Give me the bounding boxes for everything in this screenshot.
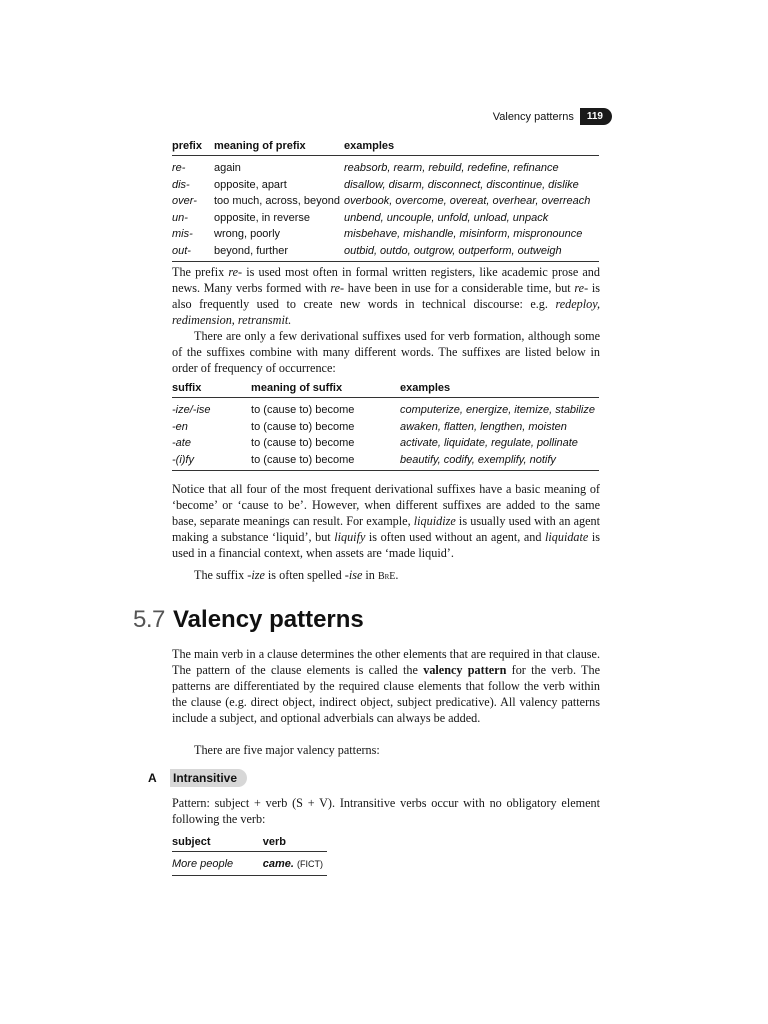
section-heading bbox=[133, 606, 364, 634]
prefix-cell: over- bbox=[172, 195, 197, 207]
text-run: is used in a financial context, when assets are ‘made liquid’. bbox=[172, 530, 600, 560]
suffix-cell: -(i)fy bbox=[172, 452, 251, 471]
paragraph-prefix-re bbox=[172, 264, 600, 328]
subsection-letter: A bbox=[148, 771, 157, 785]
table-row bbox=[172, 435, 599, 452]
examples-cell: reabsorb, rearm, rebuild, redefine, refinance bbox=[343, 162, 559, 174]
column-header: verb bbox=[263, 836, 327, 852]
suffix-cell: -ize/-ise bbox=[172, 404, 211, 416]
examples-cell: computerize, energize, itemize, stabilize bbox=[399, 404, 595, 416]
text-run: The prefix bbox=[172, 265, 229, 279]
table-row bbox=[172, 452, 599, 471]
text-run-italic: redeploy, redimension, retransmit. bbox=[172, 297, 600, 327]
meaning-cell: to (cause to) become bbox=[251, 420, 355, 433]
table-row bbox=[172, 210, 599, 227]
prefix-table bbox=[172, 140, 599, 262]
text-run-bold: valency pattern bbox=[423, 663, 507, 677]
examples-cell: misbehave, mishandle, misinform, mispronounce bbox=[343, 228, 583, 240]
running-head bbox=[493, 108, 612, 125]
verb-cell bbox=[263, 852, 327, 876]
examples-cell: beautify, codify, exemplify, notify bbox=[400, 452, 599, 471]
running-head-title: Valency patterns bbox=[492, 110, 574, 123]
text-run-italic: liquidize bbox=[413, 514, 456, 528]
examples-cell: unbend, uncouple, unfold, unload, unpack bbox=[343, 211, 549, 224]
column-header: meaning of prefix bbox=[214, 140, 344, 156]
paragraph-spelling-note bbox=[172, 567, 600, 585]
paragraph-valency-definition bbox=[172, 646, 600, 726]
text-run-italic: -ise bbox=[344, 568, 363, 582]
text-run: The main verb in a clause determines the other elements that are required in that clause. The pattern of the clause elements is called the bbox=[172, 647, 600, 677]
pattern-table bbox=[172, 836, 327, 876]
subsection-heading bbox=[148, 769, 247, 787]
suffix-table bbox=[172, 382, 599, 471]
text-run-italic: liquidate bbox=[544, 530, 589, 544]
text-run: for the verb. The patterns are differentiated by the required clause elements that follow the verb within the clause (e.g. direct object, indirect object, subject predicative). All valency patterns include a subject, and optional adverbials can always be added. bbox=[172, 663, 601, 725]
suffix-table-header bbox=[172, 382, 599, 398]
prefix-cell: dis- bbox=[172, 178, 190, 191]
table-row bbox=[172, 193, 599, 210]
text-run: The suffix bbox=[194, 568, 248, 582]
section-number: 5.7 bbox=[133, 606, 165, 633]
paragraph-five-patterns: There are five major valency patterns: bbox=[194, 743, 380, 757]
prefix-table-header bbox=[172, 140, 599, 156]
prefix-cell: un- bbox=[172, 211, 188, 224]
table-row bbox=[172, 226, 599, 243]
text-run: is often used without an agent, and bbox=[365, 530, 545, 544]
meaning-cell: to (cause to) become bbox=[251, 437, 355, 449]
meaning-cell: to (cause to) become bbox=[251, 452, 400, 471]
text-run: have been in use for a considerable time, but bbox=[344, 281, 575, 295]
suffix-cell: -en bbox=[172, 420, 188, 433]
text-run-italic: liquify bbox=[334, 530, 366, 544]
suffix-cell: -ate bbox=[172, 437, 191, 449]
meaning-cell: opposite, apart bbox=[214, 178, 287, 191]
text-run: is usually used with an agent making a substance ‘liquid’, but bbox=[172, 514, 600, 544]
paragraph-suffix-meanings bbox=[172, 481, 600, 561]
examples-cell: overbook, overcome, overeat, overhear, overreach bbox=[343, 195, 591, 207]
meaning-cell: beyond, further bbox=[214, 243, 344, 262]
prefix-cell: re- bbox=[172, 162, 186, 174]
table-row bbox=[172, 177, 599, 194]
table-row bbox=[172, 398, 599, 419]
text-run-italic: -ize bbox=[247, 568, 265, 582]
column-header: examples bbox=[400, 382, 599, 398]
meaning-cell: wrong, poorly bbox=[214, 228, 281, 240]
text-run: Notice that all four of the most frequent derivational suffixes have a basic meaning of ‘become’ or ‘cause to be’. However, when different suffixes are added to the same base, separate meanings can result. For example, bbox=[172, 482, 600, 528]
text-run-italic: re- bbox=[228, 265, 243, 279]
column-header: suffix bbox=[172, 382, 251, 398]
examples-cell: awaken, flatten, lengthen, moisten bbox=[399, 420, 567, 433]
paragraph-suffix-intro: There are only a few derivational suffixes used for verb formation, although some of the suffixes combine with many different words. The suffixes are listed below in order of frequency of occurrence: bbox=[172, 329, 600, 375]
table-row bbox=[172, 243, 599, 262]
subsection-label: Intransitive bbox=[170, 769, 247, 787]
meaning-cell: to (cause to) become bbox=[251, 404, 355, 416]
meaning-cell: opposite, in reverse bbox=[214, 211, 310, 224]
pattern-table-header bbox=[172, 836, 327, 852]
column-header: subject bbox=[172, 836, 263, 852]
text-run-italic: re- bbox=[574, 281, 589, 295]
table-row bbox=[172, 852, 327, 876]
examples-cell: disallow, disarm, disconnect, discontinue, dislike bbox=[343, 178, 579, 191]
column-header: meaning of suffix bbox=[251, 382, 400, 398]
table-row bbox=[172, 156, 599, 177]
examples-cell: activate, liquidate, regulate, pollinate bbox=[399, 437, 578, 449]
column-header: prefix bbox=[172, 140, 214, 156]
meaning-cell: again bbox=[214, 162, 241, 174]
page-number-badge: 119 bbox=[580, 108, 612, 125]
text-run-italic: re- bbox=[330, 281, 345, 295]
table-row bbox=[172, 419, 599, 436]
text-run: is also frequently used to create new words in technical discourse: e.g. bbox=[172, 281, 600, 311]
column-header: examples bbox=[344, 140, 599, 156]
subject-cell: More people bbox=[172, 852, 263, 876]
meaning-cell: too much, across, beyond bbox=[214, 195, 340, 207]
section-title: Valency patterns bbox=[173, 606, 364, 633]
examples-cell: outbid, outdo, outgrow, outperform, outweigh bbox=[344, 243, 599, 262]
text-run: is often spelled bbox=[264, 568, 345, 582]
prefix-cell: out- bbox=[172, 243, 214, 262]
prefix-cell: mis- bbox=[172, 228, 193, 240]
paragraph-intransitive-pattern: Pattern: subject + verb (S + V). Intransitive verbs occur with no obligatory element following the verb: bbox=[172, 796, 600, 826]
text-run: in bbox=[362, 568, 378, 582]
verb-text: came. bbox=[262, 858, 294, 870]
text-run: is used most often in formal written registers, like academic prose and news. Many verbs formed with bbox=[172, 265, 600, 295]
text-run-smallcaps: BrE bbox=[377, 571, 396, 582]
text-run: . bbox=[395, 568, 399, 582]
source-tag: (FICT) bbox=[297, 859, 323, 869]
